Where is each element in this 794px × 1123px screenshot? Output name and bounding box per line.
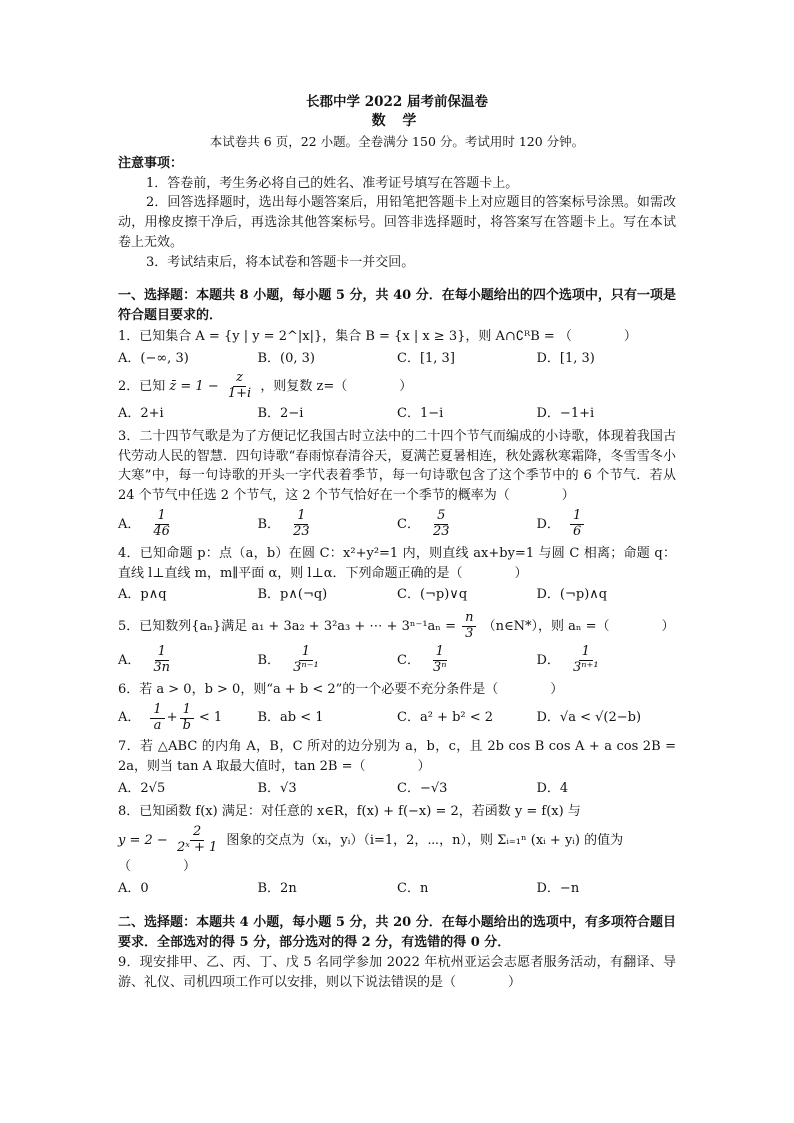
- q2-stem-suffix: ，则复数 z=（ ）: [260, 379, 413, 395]
- exam-subject: 数 学: [371, 113, 423, 130]
- q6-option-c: C．a² + b² < 2: [397, 710, 494, 726]
- notice-item-1: 1．答卷前，考生务必将自己的姓名、准考证号填写在答题卡上。: [146, 175, 519, 191]
- q5-option-a: [118, 645, 258, 676]
- q3-option-b-fraction: [290, 509, 313, 540]
- q5-option-d-fraction: [570, 645, 602, 676]
- q3-option-d-fraction: [570, 509, 584, 540]
- question-1-options: [118, 349, 676, 369]
- q6-option-d: D．√a < √(2−b): [536, 710, 642, 726]
- q1-option-a: A．(−∞, 3): [118, 350, 189, 366]
- q2-stem-prefix: 2．已知: [118, 379, 166, 395]
- question-2-options: [118, 404, 676, 424]
- q2-option-a: A．2+i: [118, 406, 164, 422]
- q3-option-c: [397, 509, 537, 540]
- q2-fraction: [225, 371, 254, 402]
- q5-option-d-letter: D．: [536, 652, 560, 668]
- q4-option-d: D．(¬p)∧q: [536, 587, 608, 603]
- q2-option-d: D．−1+i: [536, 406, 595, 422]
- q3-option-a: [118, 509, 258, 540]
- q8-stem-suffix: 图象的交点为（xᵢ，yᵢ）（i=1，2，⋯，n），则 Σᵢ₌₁ⁿ (xᵢ + yᵢ) 的值为: [226, 833, 624, 849]
- q8-fraction-num: 2: [190, 825, 204, 841]
- notice-heading: 注意事项：: [118, 155, 184, 171]
- question-7-stem: 7．若 △ABC 的内角 A，B，C 所对的边分别为 a，b，c，且 2b cos B cos A + a cos 2B = 2a，则当 tan A 取最大值时，tan 2B =（ ）: [118, 739, 676, 775]
- q5-option-b-letter: B．: [257, 652, 281, 668]
- q3-option-a-fraction: [150, 509, 173, 540]
- question-9-stem: 9．现安排甲、乙、丙、丁、戊 5 名同学参加 2022 年杭州亚运会志愿者服务活动，有翻译、导游、礼仪、司机四项工作可以安排，则以下说法错误的是（ ）: [118, 955, 676, 991]
- q6-option-a-letter: A．: [118, 710, 141, 726]
- exam-title: 长郡中学 2022 届考前保温卷: [306, 94, 488, 110]
- q5-d-den: 3ⁿ⁺¹: [572, 659, 599, 675]
- q8-option-a: A．0: [118, 881, 149, 897]
- q3-option-b: [258, 509, 398, 540]
- q2-option-c: C．1−i: [397, 406, 444, 422]
- question-7-options: [118, 779, 676, 799]
- q5-option-c-fraction: [430, 645, 450, 676]
- q2-option-b: B．2−i: [257, 406, 304, 422]
- q5-fraction: [462, 611, 476, 642]
- question-8-stem-line-3: （ ）: [118, 859, 197, 875]
- q7-option-b: B．√3: [257, 780, 297, 796]
- q5-a-num: 1: [155, 645, 169, 661]
- q3-b-num: 1: [294, 509, 308, 525]
- q8-fraction: [174, 825, 220, 856]
- q5-b-num: 1: [299, 645, 313, 661]
- q3-option-c-letter: C．: [397, 516, 420, 532]
- q6-option-a-frac-1: [150, 703, 164, 734]
- q5-option-b-fraction: [290, 645, 322, 676]
- q3-a-num: 1: [155, 509, 169, 525]
- q8-option-d: D．−n: [536, 881, 580, 897]
- question-4-options: [118, 585, 676, 605]
- question-8-options: [118, 879, 676, 899]
- q5-c-den: 3ⁿ: [432, 659, 447, 675]
- q3-d-num: 1: [570, 509, 584, 525]
- notice-item-3: 3．考试结束后，将本试卷和答题卡一并交回。: [146, 254, 415, 270]
- q5-fraction-den: 3: [465, 626, 474, 642]
- q5-c-num: 1: [433, 645, 447, 661]
- q5-b-den: 3ⁿ⁻¹: [293, 659, 319, 675]
- q3-a-den: 46: [153, 523, 170, 539]
- question-8-stem-line-1: 8．已知函数 f(x) 满足：对任意的 x∈R，f(x) + f(−x) = 2，若函数 y = f(x) 与: [118, 803, 581, 819]
- q1-option-d: D．[1, 3): [536, 350, 595, 366]
- q5-option-a-fraction: [150, 645, 173, 676]
- q2-stem-formula: z̄ = 1 −: [169, 379, 219, 395]
- question-2-stem: [118, 371, 676, 402]
- question-3-options: [118, 509, 676, 540]
- exam-page: [118, 92, 676, 993]
- q4-option-a: A．p∧q: [118, 587, 167, 603]
- q4-option-b: B．p∧(¬q): [257, 587, 328, 603]
- q5-option-c: [397, 645, 537, 676]
- q2-fraction-den: 1+i: [227, 386, 252, 402]
- q5-d-num: 1: [579, 645, 593, 661]
- q6-option-b: B．ab < 1: [257, 710, 324, 726]
- q3-c-num: 5: [434, 509, 448, 525]
- q6-a-plus: +: [166, 710, 178, 726]
- q6-a-num-1: 1: [150, 703, 164, 719]
- q7-option-d: D．4: [536, 780, 569, 796]
- exam-info: 本试卷共 6 页，22 小题。全卷满分 150 分。考试用时 120 分钟。: [209, 133, 585, 149]
- q1-option-b: B．(0, 3): [257, 350, 316, 366]
- q4-option-c: C．(¬p)∨q: [397, 587, 468, 603]
- q3-option-a-letter: A．: [118, 516, 141, 532]
- section-2-heading: 二、选择题：本题共 4 小题，每小题 5 分，共 20 分．在每小题给出的选项中，有多项符合题目要求．全部选对的得 5 分，部分选对的得 2 分，有选错的得 0 分．: [118, 914, 676, 950]
- q2-fraction-num: z: [233, 371, 246, 387]
- question-6-stem: 6．若 a > 0，b > 0，则“a + b < 2”的一个必要不充分条件是（ ）: [118, 681, 564, 697]
- q6-option-a-frac-2: [180, 703, 194, 734]
- q3-d-den: 6: [572, 523, 582, 539]
- question-5-stem: [118, 611, 676, 642]
- q6-a-den-1: a: [153, 717, 162, 733]
- question-8-stem-line-2: [118, 825, 676, 856]
- q5-option-b: [258, 645, 398, 676]
- q5-option-a-letter: A．: [118, 652, 141, 668]
- q8-fraction-den: 2ˣ + 1: [176, 840, 218, 856]
- q8-option-c: C．n: [397, 881, 429, 897]
- question-3-stem: 3．二十四节气歌是为了方便记忆我国古时立法中的二十四个节气而编成的小诗歌，体现着我国古代劳动人民的智慧．四句诗歌“春雨惊春清谷天，夏满芒夏暑相连，秋处露秋寒霜降，冬雪雪冬小大寒”中，每一句诗歌的开头一字代表着季节，每一句诗歌包含了这个季节中的 6 个节气．若从 24 个节气中任选 2 个节气，这 2 个节气恰好在一个季节的概率为（ ）: [118, 428, 676, 504]
- q3-option-b-letter: B．: [257, 516, 281, 532]
- section-1-heading: 一、选择题：本题共 8 小题，每小题 5 分，共 40 分．在每小题给出的四个选项中，只有一项是符合题目要求的．: [118, 288, 676, 324]
- q7-option-a: A．2√5: [118, 780, 166, 796]
- q5-stem-suffix: （n∈N*），则 aₙ =（ ）: [482, 619, 675, 635]
- q1-option-c: C．[1, 3]: [397, 350, 455, 366]
- q5-option-d: [537, 645, 677, 676]
- q6-option-a: [118, 703, 258, 734]
- q8-option-b: B．2n: [257, 881, 297, 897]
- q5-option-c-letter: C．: [397, 652, 420, 668]
- question-4-stem: 4．已知命题 p：点（a，b）在圆 C：x²+y²=1 内，则直线 ax+by=1 与圆 C 相离；命题 q：直线 l⊥直线 m，m∥平面 α，则 l⊥α．下列命题正确的是（ ）: [118, 545, 676, 581]
- notice-item-2: 2．回答选择题时，选出每小题答案后，用铅笔把答题卡上对应题目的答案标号涂黑。如需改动，用橡皮擦干净后，再选涂其他答案标号。回答非选择题时，将答案写在答题卡上。写在本试卷上无效。: [118, 195, 676, 250]
- q5-a-den: 3n: [153, 659, 171, 675]
- q5-fraction-num: n: [462, 611, 476, 627]
- question-1-stem: 1．已知集合 A = {y | y = 2^|x|}，集合 B = {x | x ≥ 3}，则 A∩∁ᴿB = （ ）: [118, 328, 637, 344]
- q3-option-c-fraction: [430, 509, 453, 540]
- q3-c-den: 23: [432, 523, 450, 539]
- question-6-options: [118, 703, 676, 734]
- q5-stem-prefix: 5．已知数列{aₙ}满足 a₁ + 3a₂ + 3²a₃ + ⋯ + 3ⁿ⁻¹aₙ =: [118, 619, 456, 635]
- question-5-options: [118, 645, 676, 676]
- q6-a-num-2: 1: [180, 703, 194, 719]
- q7-option-c: C．−√3: [397, 780, 448, 796]
- q3-option-d-letter: D．: [536, 516, 560, 532]
- q6-a-den-2: b: [182, 717, 191, 733]
- q3-b-den: 23: [293, 523, 310, 539]
- q8-stem-prefix: y = 2 −: [118, 833, 168, 849]
- q6-a-tail: < 1: [198, 710, 223, 726]
- q3-option-d: [537, 509, 677, 540]
